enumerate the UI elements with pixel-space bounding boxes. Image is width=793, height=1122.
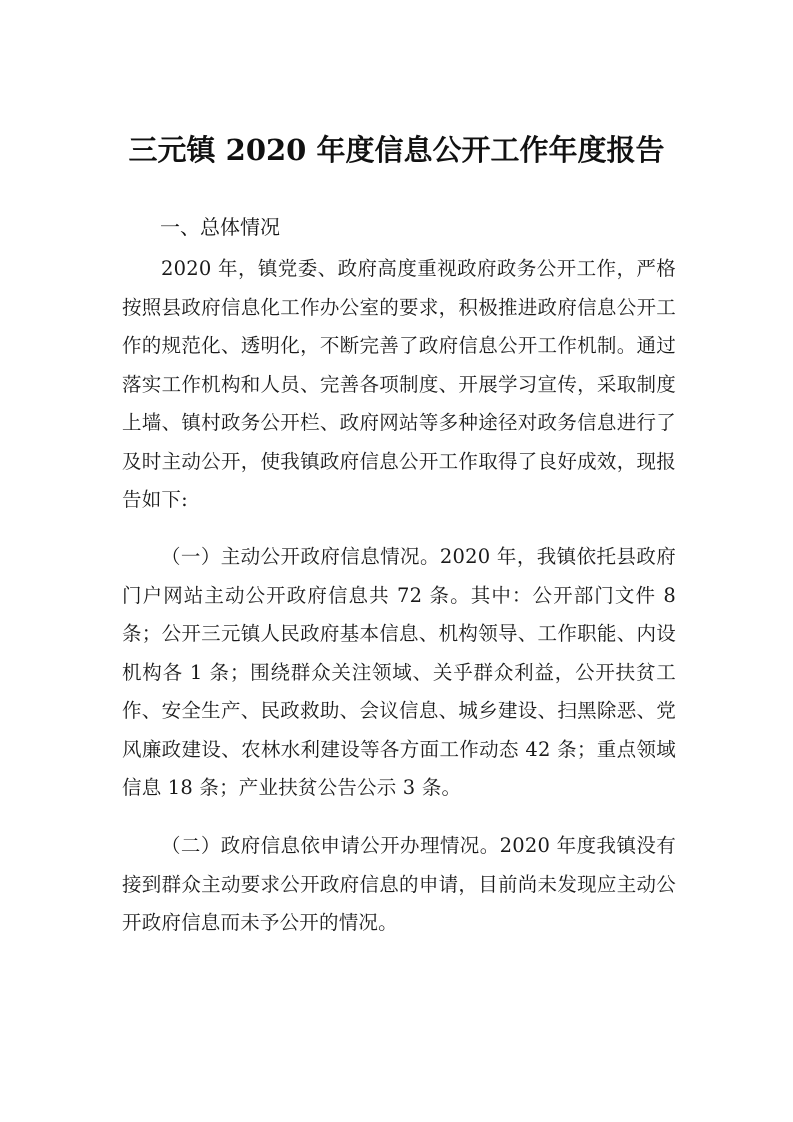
- section-heading-overview: 一、总体情况: [160, 215, 280, 239]
- paragraph-request-disclosure: （二）政府信息依申请公开办理情况。2020 年度我镇没有接到群众主动要求公开政府信息的申请，目前尚未发现应主动公开政府信息而未予公开的情况。: [122, 834, 676, 934]
- document-title: 三元镇 2020 年度信息公开工作年度报告: [128, 133, 665, 167]
- paragraph-proactive-disclosure: （一）主动公开政府信息情况。2020 年，我镇依托县政府门户网站主动公开政府信息共 72 条。其中：公开部门文件 8 条；公开三元镇人民政府基本信息、机构领导、工作职能、内设机构各 1 条；围绕群众关注领域、关乎群众利益，公开扶贫工作、安全生产、民政救助、会议信息、城乡建设、扫黑除恶、党风廉政建设、农林水利建设等各方面工作动态 42 条；重点领域信息 18 条；产业扶贫公告公示 3 条。: [122, 545, 676, 799]
- paragraph-overview: 2020 年，镇党委、政府高度重视政府政务公开工作，严格按照县政府信息化工作办公室的要求，积极推进政府信息公开工作的规范化、透明化，不断完善了政府信息公开工作机制。通过落实工作机构和人员、完善各项制度、开展学习宣传，采取制度上墙、镇村政务公开栏、政府网站等多种途径对政务信息进行了及时主动公开，使我镇政府信息公开工作取得了良好成效，现报告如下:: [122, 257, 676, 511]
